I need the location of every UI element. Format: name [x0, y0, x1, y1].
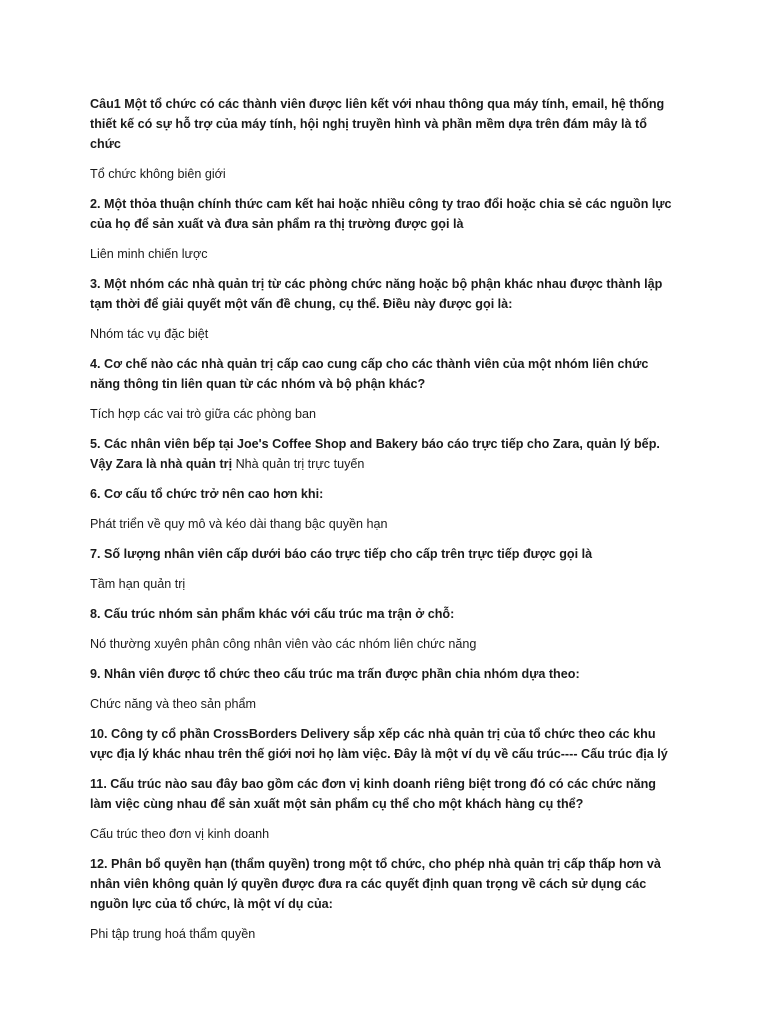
answer-7: Tầm hạn quản trị — [90, 577, 186, 591]
question-1: Câu1 Một tổ chức có các thành viên được liên kết với nhau thông qua máy tính, email, hệ thống thiết kế có sự hỗ trợ của máy tính, hội nghị truyền hình và phần mềm dựa trên đám mây là tổ chức — [90, 97, 665, 151]
question-7: 7. Số lượng nhân viên cấp dưới báo cáo trực tiếp cho cấp trên trực tiếp được gọi là — [90, 547, 593, 561]
question-2: 2. Một thỏa thuận chính thức cam kết hai hoặc nhiều công ty trao đổi hoặc chia sẻ các nguồn lực của họ để sản xuất và đưa sản phẩm ra thị trường được gọi là — [90, 197, 672, 231]
answer-3: Nhóm tác vụ đặc biệt — [90, 327, 209, 341]
answer-8: Nó thường xuyên phân công nhân viên vào các nhóm liên chức năng — [90, 637, 477, 651]
question-6: 6. Cơ cấu tổ chức trở nên cao hơn khi: — [90, 487, 324, 501]
answer-1: Tổ chức không biên giới — [90, 167, 226, 181]
answer-12: Phi tập trung hoá thẩm quyền — [90, 927, 256, 941]
answer-2: Liên minh chiến lược — [90, 247, 208, 261]
question-5-text: 5. Các nhân viên bếp tại Joe's Coffee Shop and Bakery báo cáo trực tiếp cho Zara, quản lý bếp. Vậy Zara là nhà quản trị — [90, 437, 660, 471]
answer-5: Nhà quản trị trực tuyến — [235, 457, 365, 471]
question-4: 4. Cơ chế nào các nhà quản trị cấp cao cung cấp cho các thành viên của một nhóm liên chức năng thông tin liên quan từ các nhóm và bộ phận khác? — [90, 357, 649, 391]
question-9: 9. Nhân viên được tổ chức theo cấu trúc ma trấn được phần chia nhóm dựa theo: — [90, 667, 580, 681]
question-8: 8. Cấu trúc nhóm sản phẩm khác với cấu trúc ma trận ở chỗ: — [90, 607, 455, 621]
question-3: 3. Một nhóm các nhà quản trị từ các phòng chức năng hoặc bộ phận khác nhau được thành lập tạm thời để giải quyết một vấn đề chung, cụ thể. Điều này được gọi là: — [90, 277, 663, 311]
answer-11: Cấu trúc theo đơn vị kinh doanh — [90, 827, 270, 841]
answer-6: Phát triển về quy mô và kéo dài thang bậc quyền hạn — [90, 517, 388, 531]
document-page — [90, 94, 678, 944]
question-5 — [90, 434, 678, 474]
question-12: 12. Phân bổ quyền hạn (thẩm quyền) trong một tổ chức, cho phép nhà quản trị cấp thấp hơn và nhân viên không quản lý quyền được đưa ra các quyết định quan trọng về cách sử dụng các nguồn lực của tổ chức, là một ví dụ của: — [90, 857, 661, 911]
answer-9: Chức năng và theo sản phẩm — [90, 697, 256, 711]
question-10: 10. Công ty cổ phần CrossBorders Delivery sắp xếp các nhà quản trị của tổ chức theo các khu vực địa lý khác nhau trên thế giới nơi họ làm việc. Đây là một ví dụ về cấu trúc---- Cấu trúc địa lý — [90, 727, 668, 761]
answer-4: Tích hợp các vai trò giữa các phòng ban — [90, 407, 317, 421]
question-11: 11. Cấu trúc nào sau đây bao gồm các đơn vị kinh doanh riêng biệt trong đó có các chức năng làm việc cùng nhau để sản xuất một sản phẩm cụ thể cho một khách hàng cụ thể? — [90, 777, 657, 811]
